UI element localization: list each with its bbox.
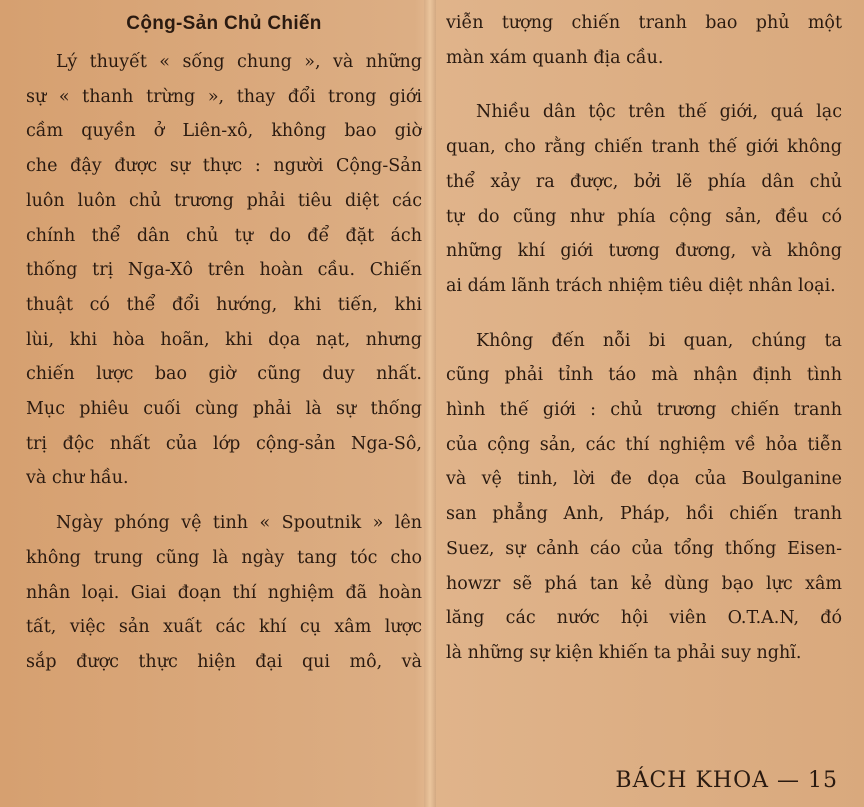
text-line: Nhiều dân tộc trên thế giới, quá lạc [476,102,842,123]
text-line: nhân loại. Giai đoạn thí nghiệm đã hoàn [26,582,422,603]
left-column [26,0,422,680]
text-line: Mục phiêu cuối cùng phải là sự thống [26,399,422,420]
text-line: sắp được thực hiện đại qui mô, và [26,651,422,672]
page-footer: BÁCH KHOA — 15 [615,768,838,793]
text-line: che đậy được sự thực : người Cộng-Sản [26,156,422,177]
text-line: san phẳng Anh, Pháp, hồi chiến tranh [446,504,842,525]
text-line: Lý thuyết « sống chung », và những [56,52,422,72]
text-line: thuật có thể đổi hướng, khi tiến, khi [26,294,422,315]
text-line: lăng các nước hội viên O.T.A.N, đó [446,608,842,629]
text-line: thể xảy ra được, bởi lẽ phía dân chủ [446,171,842,192]
text-line: quan, cho rằng chiến tranh thế giới không [446,137,842,158]
text-line: ai dám lãnh trách nhiệm tiêu diệt nhân loại. [446,275,836,296]
text-line: Suez, sự cảnh cáo của tổng thống Eisen- [446,538,842,559]
left-paragraphs [26,45,422,680]
text-line: tất, việc sản xuất các khí cụ xâm lược [26,617,422,638]
paragraph [446,95,842,303]
text-line: tự do cũng như phía cộng sản, đều có [446,206,842,227]
text-line: hình thế giới : chủ trương chiến tranh [446,400,842,421]
text-line: lùi, khi hòa hoãn, khi dọa nạt, nhưng [26,329,422,350]
text-line: và vệ tinh, lời đe dọa của Boulganine [446,469,842,490]
article-title: Cộng-Sản Chủ Chiến [126,13,322,34]
paragraph [446,324,842,671]
text-line: viễn tượng chiến tranh bao phủ một [446,13,842,33]
text-line: trị độc nhất của lớp cộng-sản Nga-Sô, [26,433,422,454]
text-line: cầm quyền ở Liên-xô, không bao giờ [26,121,422,142]
paragraph [26,506,422,680]
text-line: màn xám quanh địa cầu. [446,47,664,68]
right-paragraphs [446,6,842,671]
text-line: Không đến nỗi bi quan, chúng ta [476,330,842,351]
text-line: cũng phải tỉnh táo mà nhận định tình [446,365,842,386]
text-line: những khí giới tương đương, và không [446,241,842,262]
page-gutter [424,0,436,807]
text-line: không trung cũng là ngày tang tóc cho [26,547,422,568]
text-line: là những sự kiện khiến ta phải suy nghĩ. [446,642,802,663]
paragraph [26,45,422,496]
right-column [446,0,842,680]
text-line: và chư hầu. [26,468,129,489]
text-line: sự « thanh trừng », thay đổi trong giới [26,86,422,107]
text-line: howzr sẽ phá tan kẻ dùng bạo lực xâm [446,573,842,594]
text-line: của cộng sản, các thí nghiệm về hỏa tiễn [446,434,842,455]
text-line: thống trị Nga-Xô trên hoàn cầu. Chiến [26,260,422,281]
paragraph [446,6,842,75]
text-line: chiến lược bao giờ cũng duy nhất. [26,364,422,385]
text-line: Ngày phóng vệ tinh « Spoutnik » lên [56,513,422,534]
text-line: chính thể dân chủ tự do để đặt ách [26,225,422,246]
text-line: luôn luôn chủ trương phải tiêu diệt các [26,190,422,211]
